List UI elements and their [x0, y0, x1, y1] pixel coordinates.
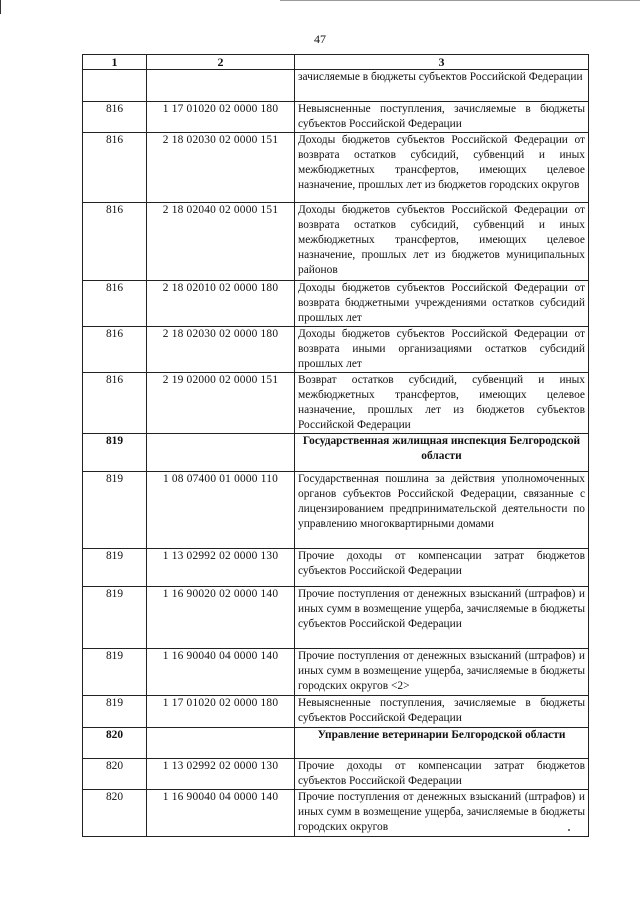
revenue-description: зачисляемые в бюджеты субъектов Российской Федерации	[295, 70, 589, 102]
table-row	[83, 759, 589, 790]
revenue-description: Доходы бюджетов субъектов Российской Федерации от возврата иными организациями остатков субсидий прошлых лет	[295, 327, 589, 373]
revenue-admin-code: 820	[83, 728, 147, 759]
budget-classification-code	[147, 70, 295, 102]
revenue-description: Прочие доходы от компенсации затрат бюджетов субъектов Российской Федерации	[295, 759, 589, 790]
scan-edge-mark	[0, 0, 1, 14]
budget-classification-code: 1 16 90040 04 0000 140	[147, 790, 295, 837]
revenue-admin-code: 816	[83, 327, 147, 373]
table-row	[83, 587, 589, 649]
table-row	[83, 472, 589, 549]
table-row	[83, 70, 589, 102]
revenue-admin-code: 820	[83, 759, 147, 790]
section-heading-row	[83, 434, 589, 472]
table-row	[83, 133, 589, 203]
revenue-admin-code: 816	[83, 281, 147, 327]
revenue-admin-code: 820	[83, 790, 147, 837]
revenue-description: Невыясненные поступления, зачисляемые в бюджеты субъектов Российской Федерации	[295, 696, 589, 728]
revenue-description: Доходы бюджетов субъектов Российской Федерации от возврата остатков субсидий, субвенций и иных межбюджетных трансфертов, имеющих целевое назначение, прошлых лет из бюджетов городских округов	[295, 133, 589, 203]
budget-classification-code: 2 19 02000 02 0000 151	[147, 373, 295, 434]
table-row	[83, 790, 589, 837]
revenue-admin-code: 816	[83, 133, 147, 203]
table-row	[83, 373, 589, 434]
section-heading-row	[83, 728, 589, 759]
table-row	[83, 696, 589, 728]
revenue-description: Управление ветеринарии Белгородской области	[295, 728, 589, 759]
revenue-description: Невыясненные поступления, зачисляемые в бюджеты субъектов Российской Федерации	[295, 102, 589, 133]
revenue-description: Доходы бюджетов субъектов Российской Федерации от возврата бюджетными учреждениями остатков субсидий прошлых лет	[295, 281, 589, 327]
budget-classification-code	[147, 434, 295, 472]
table-row	[83, 649, 589, 696]
revenue-description: Прочие поступления от денежных взысканий (штрафов) и иных сумм в возмещение ущерба, зачисляемые в бюджеты городских округов	[295, 790, 589, 837]
revenue-admin-code: 819	[83, 472, 147, 549]
revenue-admin-code: 819	[83, 434, 147, 472]
revenue-description: Доходы бюджетов субъектов Российской Федерации от возврата остатков субсидий, субвенций и иных межбюджетных трансфертов, имеющих целевое назначение, прошлых лет из бюджетов муниципальных районов	[295, 203, 589, 281]
table-row	[83, 102, 589, 133]
table-header-row	[83, 55, 589, 70]
table-row	[83, 281, 589, 327]
header-column-1: 1	[83, 55, 147, 70]
budget-classification-code: 1 16 90020 02 0000 140	[147, 587, 295, 649]
budget-classification-code	[147, 728, 295, 759]
page-number: 47	[314, 32, 326, 46]
revenue-admin-code: 819	[83, 649, 147, 696]
revenue-description: Прочие доходы от компенсации затрат бюджетов субъектов Российской Федерации	[295, 549, 589, 587]
scan-top-edge	[280, 0, 640, 1]
revenue-admin-code: 816	[83, 203, 147, 281]
budget-classification-code: 1 08 07400 01 0000 110	[147, 472, 295, 549]
budget-classification-code: 1 16 90040 04 0000 140	[147, 649, 295, 696]
table-row	[83, 203, 589, 281]
budget-classification-code: 2 18 02040 02 0000 151	[147, 203, 295, 281]
revenue-codes-table	[82, 54, 589, 837]
table-row	[83, 327, 589, 373]
revenue-description: Прочие поступления от денежных взысканий (штрафов) и иных сумм в возмещение ущерба, зачисляемые в бюджеты субъектов Российской Федерации	[295, 587, 589, 649]
revenue-admin-code: 819	[83, 696, 147, 728]
table-row	[83, 549, 589, 587]
revenue-admin-code: 819	[83, 587, 147, 649]
budget-classification-code: 1 17 01020 02 0000 180	[147, 696, 295, 728]
header-column-3: 3	[295, 55, 589, 70]
scan-speck	[568, 829, 570, 831]
revenue-admin-code: 816	[83, 373, 147, 434]
revenue-description: Возврат остатков субсидий, субвенций и иных межбюджетных трансфертов, имеющих целевое назначение, прошлых лет из бюджетов субъектов Российской Федерации	[295, 373, 589, 434]
revenue-admin-code: 816	[83, 102, 147, 133]
header-column-2: 2	[147, 55, 295, 70]
revenue-admin-code	[83, 70, 147, 102]
revenue-description: Государственная пошлина за действия уполномоченных органов субъектов Российской Федерации, связанные с лицензированием предпринимательской деятельности по управлению многоквартирными домами	[295, 472, 589, 549]
budget-classification-code: 1 17 01020 02 0000 180	[147, 102, 295, 133]
revenue-admin-code: 819	[83, 549, 147, 587]
revenue-description: Прочие поступления от денежных взысканий (штрафов) и иных сумм в возмещение ущерба, зачисляемые в бюджеты городских округов <2>	[295, 649, 589, 696]
budget-classification-code: 1 13 02992 02 0000 130	[147, 549, 295, 587]
budget-classification-code: 2 18 02030 02 0000 151	[147, 133, 295, 203]
budget-classification-code: 2 18 02030 02 0000 180	[147, 327, 295, 373]
revenue-description: Государственная жилищная инспекция Белгородской области	[295, 434, 589, 472]
budget-classification-code: 1 13 02992 02 0000 130	[147, 759, 295, 790]
budget-classification-code: 2 18 02010 02 0000 180	[147, 281, 295, 327]
